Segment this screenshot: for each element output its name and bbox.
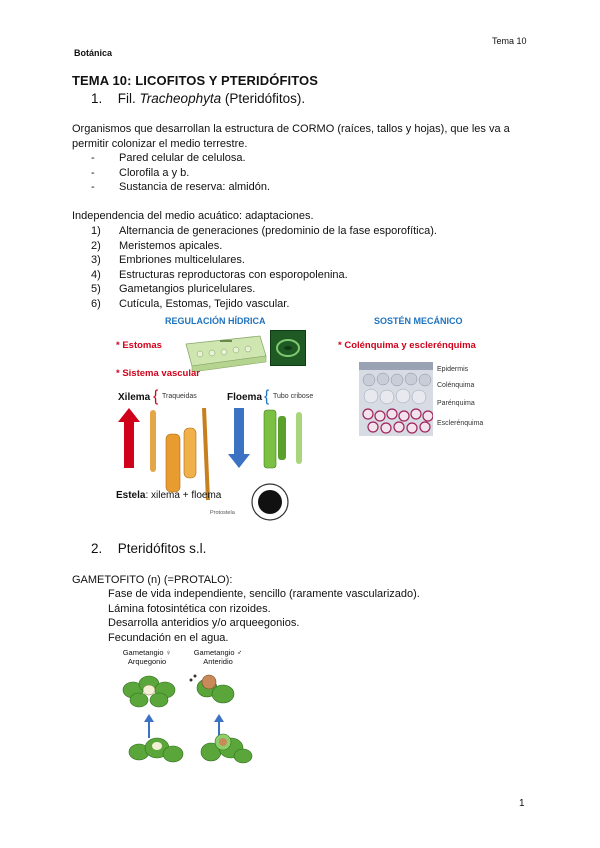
gametangia-figure [115,646,265,764]
estela-rest: : xilema + floema [145,490,222,501]
regulacion-hidrica-title: REGULACIÓN HÍDRICA [165,316,266,326]
tissue-section-illustration [359,362,433,436]
xilema-brace: { [153,388,159,405]
floema-brace: { [264,388,270,405]
estela-bold: Estela [116,490,146,501]
section-2-text: Pteridófitos s.l. [117,541,207,556]
gametofito-line: Fecundación en el agua. [108,631,229,644]
adaptations-figure [110,312,510,524]
adaptations-list [91,224,437,312]
protostela-label: Protostela [210,510,235,516]
gametangia-illustration [115,668,265,764]
arquegonio-caption: Gametangio ♀ Arquegonio [122,648,172,666]
section-2-heading [91,541,206,556]
xilema-label: Xilema [118,392,151,403]
gametofito-line: Lámina fotosintética con rizoides. [108,602,271,615]
list-item: 5) Gametangios pluricelulares. [91,283,256,296]
colenquima-title: * Colénquima y esclerénquima [338,340,476,351]
list-item: - Sustancia de reserva: almidón. [91,180,270,195]
section-1-heading [91,91,305,106]
list-item: 3) Embriones multicelulares. [91,254,245,267]
adaptations-heading: Independencia del medio acuático: adaptaciones. [72,210,314,222]
intro-paragraph [72,122,542,151]
layer-colenquima: Colénquima [437,382,475,389]
anteridio-caption: Gametangio ♂ Anteridio [193,648,243,666]
layer-esclerenquima: Esclerénquima [437,420,484,427]
page-number: 1 [519,798,525,809]
header-subject: Botánica [74,48,113,58]
leaf-section-illustration [180,332,270,372]
estomas-label: * Estomas [116,340,162,351]
tubo-criboso-label: Tubo cribose [273,393,314,400]
sistema-vascular-label: * Sistema vascular [116,368,200,379]
intro-list [91,151,270,195]
list-item: - Pared celular de celulosa. [91,151,270,166]
estela-caption [116,490,221,501]
gametofito-line: Desarrolla anteridios y/o arqueegonios. [108,617,300,630]
list-item: - Clorofila a y b. [91,166,270,181]
phloem-down-arrow [228,408,250,468]
header-topic: Tema 10 [492,36,527,46]
section-1-prefix: Fil. [117,91,140,106]
tracheid-illustration [146,404,216,504]
intro-line-2: permitir colonizar el medio terrestre. [72,137,248,150]
section-1-suffix: (Pteridófitos). [221,91,306,106]
layer-parenquima: Parénquima [437,400,475,407]
sieve-tube-illustration [256,406,316,476]
intro-line-1: Organismos que desarrollan la estructura de CORMO (raíces, tallos y hojas), que les va a [72,123,510,135]
list-item: 6) Cutícula, Estomas, Tejido vascular. [91,297,290,310]
xylem-up-arrow [118,408,140,468]
floema-label: Floema [227,392,263,403]
gametofito-line: Fase de vida independiente, sencillo (raramente vascularizado). [108,588,420,600]
gametofito-heading: GAMETOFITO (n) (=PROTALO): [72,574,233,586]
list-item: 2) Meristemos apicales. [91,239,223,252]
list-item: 4) Estructuras reproductoras con esporopolenina. [91,268,348,281]
section-1-number: 1. [91,91,103,106]
protostele-illustration [245,480,295,524]
section-1-italic: Tracheophyta [139,91,222,106]
page-title: TEMA 10: LICOFITOS Y PTERIDÓFITOS [72,73,319,88]
gametofito-lines [108,587,420,645]
sosten-mecanico-title: SOSTÉN MECÁNICO [374,316,463,326]
stoma-micrograph [270,330,306,366]
section-2-number: 2. [91,541,103,556]
traqueidas-label: Traqueidas [162,393,197,400]
list-item: 1) Alternancia de generaciones (predominio de la fase esporofítica). [91,225,437,237]
layer-epidermis: Epidermis [437,366,469,373]
